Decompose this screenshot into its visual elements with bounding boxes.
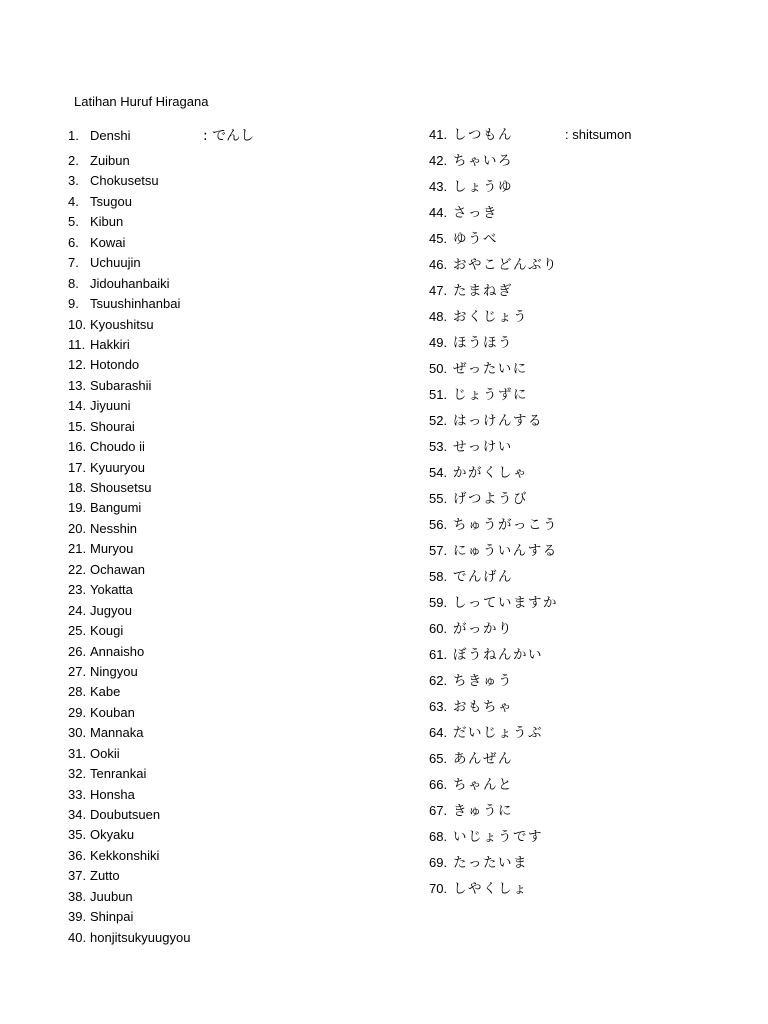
item-word: おやこどんぶり [453, 257, 558, 273]
list-item [429, 411, 558, 437]
item-number: 2. [68, 153, 79, 168]
item-word: Muryou [90, 541, 134, 557]
list-item [429, 593, 558, 619]
list-item [68, 396, 190, 416]
list-item [429, 463, 558, 489]
item-word: かがくしゃ [453, 465, 528, 481]
item-word: ぼうねんかい [453, 647, 543, 663]
item-number: 27. [68, 663, 87, 679]
list-item [68, 580, 190, 600]
item-number: 48. [429, 309, 448, 324]
item-word: Shinpai [90, 909, 134, 925]
item-number: 70. [429, 881, 448, 896]
list-item [68, 233, 190, 253]
item-word: Denshi [90, 128, 131, 143]
item-word: Zutto [90, 868, 120, 884]
item-word: Choudo ii [90, 439, 145, 455]
item-word: Annaisho [90, 643, 145, 659]
item-word: しょうゆ [453, 179, 513, 195]
item-word: Ningyou [90, 663, 138, 679]
item-word: Kouban [90, 704, 135, 720]
item-number: 45. [429, 231, 448, 246]
list-item [68, 642, 190, 662]
list-item [68, 335, 190, 355]
list-item [429, 333, 558, 359]
list-item [429, 827, 558, 853]
item-answer: : でんし [203, 128, 255, 144]
list-item [68, 866, 190, 886]
item-number: 3. [68, 173, 79, 189]
list-item [68, 764, 190, 784]
list-item [429, 125, 632, 151]
item-word: ほうほう [453, 335, 513, 351]
list-item [429, 151, 558, 177]
list-item [68, 417, 190, 437]
item-word: Ochawan [90, 561, 145, 577]
item-word: しっていますか [453, 595, 558, 611]
item-word: Jugyou [90, 602, 132, 618]
item-number: 23. [68, 582, 87, 598]
item-number: 25. [68, 623, 87, 639]
item-word: たまねぎ [453, 283, 513, 299]
item-word: Tenrankai [90, 766, 147, 782]
item-word: がっかり [453, 621, 513, 637]
list-item [68, 151, 190, 171]
romaji-list [68, 127, 255, 948]
list-item [429, 437, 558, 463]
item-number: 39. [68, 909, 87, 925]
item-number: 14. [68, 398, 87, 414]
item-number: 47. [429, 283, 448, 298]
item-word: Kabe [90, 684, 121, 700]
item-word: Okyaku [90, 827, 135, 843]
list-item [429, 489, 558, 515]
list-item [429, 177, 558, 203]
item-word: Kekkonshiki [90, 847, 160, 863]
item-number: 50. [429, 361, 448, 376]
item-word: Chokusetsu [90, 173, 159, 189]
item-word: Hakkiri [90, 336, 130, 352]
item-word: でんげん [453, 569, 513, 585]
list-item [429, 281, 558, 307]
list-item [68, 127, 255, 151]
item-number: 33. [68, 786, 87, 802]
item-word: Tsuushinhanbai [90, 296, 181, 312]
item-word: せっけい [453, 439, 513, 455]
list-item [68, 478, 190, 498]
item-word: さっき [453, 205, 498, 221]
item-word: Subarashii [90, 377, 152, 393]
item-number: 28. [68, 684, 87, 700]
list-item [68, 928, 190, 948]
item-number: 42. [429, 153, 448, 168]
list-item [68, 887, 190, 907]
list-item [68, 560, 190, 580]
item-number: 41. [429, 127, 448, 142]
item-number: 56. [429, 517, 448, 532]
item-word: じょうずに [453, 387, 528, 403]
item-number: 38. [68, 888, 87, 904]
item-word: ぜったいに [453, 361, 528, 377]
item-number: 16. [68, 439, 87, 455]
item-number: 46. [429, 257, 448, 272]
list-item [429, 697, 558, 723]
item-number: 59. [429, 595, 448, 610]
item-number: 44. [429, 205, 448, 220]
item-number: 49. [429, 335, 448, 350]
document-title: Latihan Huruf Hiragana [74, 94, 209, 109]
item-word: たったいま [453, 855, 528, 871]
item-word: Zuibun [90, 153, 130, 168]
item-word: Kougi [90, 623, 124, 639]
item-word: Mannaka [90, 725, 144, 741]
list-item [429, 515, 558, 541]
list-item [68, 437, 190, 457]
item-number: 30. [68, 725, 87, 741]
list-item [68, 212, 190, 232]
item-word: Kowai [90, 234, 126, 250]
item-word: ちきゅう [453, 673, 513, 689]
list-item [429, 229, 558, 255]
item-word: しやくしょ [453, 881, 528, 897]
item-number: 13. [68, 377, 87, 393]
hiragana-list [429, 125, 632, 905]
item-word: Kyuuryou [90, 459, 145, 475]
list-item [68, 274, 190, 294]
item-word: いじょうです [453, 829, 543, 845]
item-number: 68. [429, 829, 448, 844]
list-item [68, 519, 190, 539]
item-number: 69. [429, 855, 448, 870]
list-item [429, 645, 558, 671]
list-item [68, 682, 190, 702]
item-number: 9. [68, 296, 79, 312]
item-word: きゅうに [453, 803, 513, 819]
item-number: 65. [429, 751, 448, 766]
item-number: 67. [429, 803, 448, 818]
list-item [68, 744, 190, 764]
list-item [429, 307, 558, 333]
item-number: 21. [68, 541, 87, 557]
item-number: 10. [68, 316, 87, 332]
item-number: 22. [68, 561, 87, 577]
item-number: 1. [68, 128, 79, 143]
item-word: にゅういんする [453, 543, 558, 559]
list-item [68, 539, 190, 559]
item-number: 43. [429, 179, 448, 194]
item-word: Kibun [90, 214, 124, 230]
item-word: Hotondo [90, 357, 140, 373]
item-word: Ookii [90, 745, 120, 761]
item-number: 51. [429, 387, 448, 402]
item-word: Yokatta [90, 582, 133, 598]
list-item [68, 171, 190, 191]
list-item [429, 619, 558, 645]
item-number: 24. [68, 602, 87, 618]
item-word: だいじょうぶ [453, 725, 543, 741]
list-item [429, 385, 558, 411]
item-word: ちゅうがっこう [453, 517, 558, 533]
list-item [429, 671, 558, 697]
item-word: Shourai [90, 418, 135, 434]
item-number: 36. [68, 847, 87, 863]
item-word: おもちゃ [453, 699, 513, 715]
item-number: 11. [68, 336, 86, 352]
item-word: Shousetsu [90, 480, 152, 495]
item-word: ちゃいろ [453, 153, 513, 169]
item-number: 7. [68, 255, 79, 271]
item-word: はっけんする [453, 413, 543, 429]
item-number: 58. [429, 569, 448, 584]
item-word: Kyoushitsu [90, 316, 154, 332]
item-number: 32. [68, 766, 87, 782]
item-word: しつもん [453, 127, 513, 143]
item-word: おくじょう [453, 309, 528, 325]
item-number: 52. [429, 413, 448, 428]
item-word: Bangumi [90, 500, 142, 516]
list-item [68, 846, 190, 866]
item-number: 31. [68, 745, 87, 761]
list-item [429, 255, 558, 281]
item-number: 18. [68, 480, 87, 495]
list-item [68, 785, 190, 805]
item-number: 61. [429, 647, 448, 662]
list-item [68, 458, 190, 478]
item-word: Jidouhanbaiki [90, 275, 170, 291]
item-number: 64. [429, 725, 448, 740]
item-number: 29. [68, 704, 87, 720]
list-item [68, 621, 190, 641]
item-number: 62. [429, 673, 448, 688]
item-word: Tsugou [90, 193, 132, 209]
list-item [429, 853, 558, 879]
list-item [68, 253, 190, 273]
item-word: Jiyuuni [90, 398, 131, 414]
list-item [429, 749, 558, 775]
item-word: Uchuujin [90, 255, 141, 271]
list-item [68, 192, 190, 212]
item-word: あんぜん [453, 751, 513, 767]
list-item [68, 355, 190, 375]
item-number: 19. [68, 500, 87, 516]
item-number: 54. [429, 465, 448, 480]
item-word: Honsha [90, 786, 135, 802]
item-number: 8. [68, 275, 79, 291]
item-number: 26. [68, 643, 87, 659]
item-answer: : shitsumon [565, 127, 632, 142]
item-number: 20. [68, 520, 87, 536]
item-number: 37. [68, 868, 87, 884]
item-number: 53. [429, 439, 448, 454]
list-item [68, 662, 190, 682]
list-item [429, 359, 558, 385]
item-number: 66. [429, 777, 448, 792]
item-number: 35. [68, 827, 87, 843]
item-number: 6. [68, 234, 79, 250]
item-number: 63. [429, 699, 448, 714]
item-number: 4. [68, 193, 79, 209]
list-item [429, 801, 558, 827]
item-word: げつようび [453, 491, 528, 507]
item-word: Doubutsuen [90, 807, 161, 822]
item-word: honjitsukyuugyou [90, 929, 191, 945]
item-number: 57. [429, 543, 448, 558]
list-item [68, 294, 190, 314]
list-item [429, 775, 558, 801]
item-number: 34. [68, 807, 87, 822]
item-number: 5. [68, 214, 79, 230]
list-item [429, 723, 558, 749]
item-number: 60. [429, 621, 448, 636]
list-item [68, 907, 190, 927]
list-item [429, 541, 558, 567]
item-number: 17. [68, 459, 87, 475]
list-item [68, 703, 190, 723]
item-number: 15. [68, 418, 87, 434]
list-item [68, 601, 190, 621]
list-item [68, 498, 190, 518]
list-item [68, 315, 190, 335]
item-word: ちゃんと [453, 777, 513, 793]
item-number: 55. [429, 491, 448, 506]
list-item [429, 567, 558, 593]
item-word: ゆうべ [453, 231, 498, 247]
item-word: Juubun [90, 888, 133, 904]
item-number: 40. [68, 929, 87, 945]
list-item [429, 879, 558, 905]
list-item [68, 805, 190, 825]
list-item [68, 825, 190, 845]
list-item [68, 376, 190, 396]
list-item [68, 723, 190, 743]
list-item [429, 203, 558, 229]
item-number: 12. [68, 357, 87, 373]
item-word: Nesshin [90, 520, 137, 536]
